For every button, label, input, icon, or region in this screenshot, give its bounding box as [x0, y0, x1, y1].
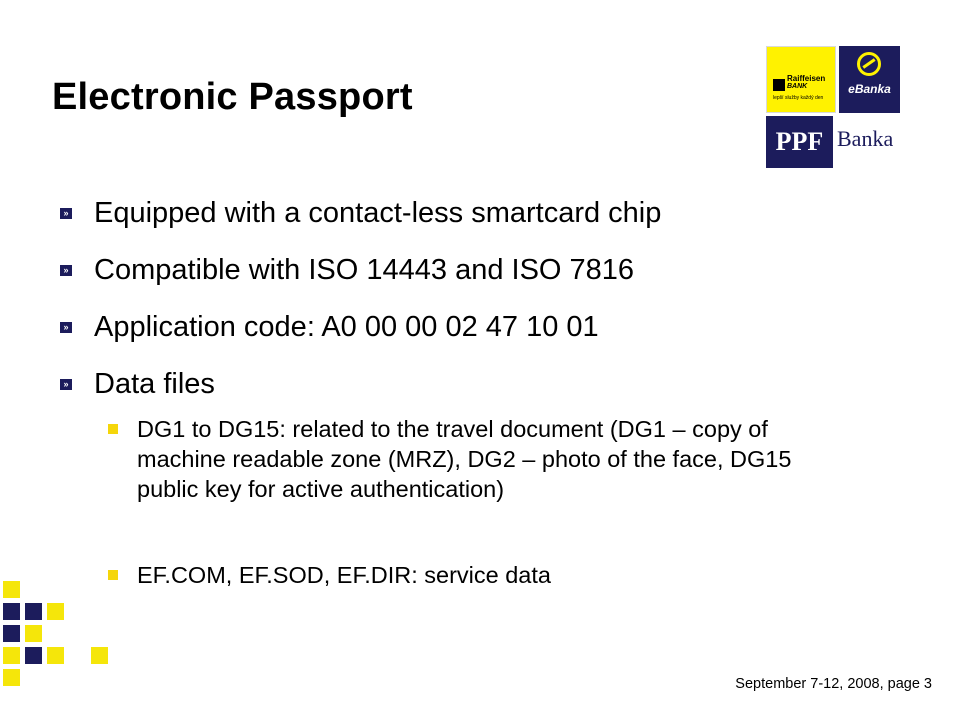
deco-square — [3, 603, 20, 620]
deco-square — [47, 603, 64, 620]
sub-bullet-item — [60, 414, 940, 560]
ebanka-logo — [839, 46, 900, 113]
deco-square — [3, 647, 20, 664]
bullet-text: Data files — [94, 368, 215, 400]
bullet-item — [60, 250, 940, 307]
deco-square — [25, 603, 42, 620]
bullet-item — [60, 364, 940, 414]
deco-square — [3, 581, 20, 598]
bullet-marker-icon: » — [60, 208, 72, 219]
square-bullet-icon — [108, 424, 118, 434]
bullet-list — [60, 193, 940, 594]
slide-title: Electronic Passport — [52, 76, 413, 118]
deco-square — [25, 625, 42, 642]
sub-bullet-item — [60, 560, 940, 594]
bullet-text: Equipped with a contact-less smartcard chip — [94, 197, 662, 229]
bullet-marker-icon: » — [60, 322, 72, 333]
square-bullet-icon — [108, 570, 118, 580]
raiffeisen-logo-text: Raiffeisen — [787, 74, 826, 83]
deco-square — [25, 647, 42, 664]
raiffeisen-logo-bank: BANK — [787, 83, 808, 90]
bullet-marker-icon: » — [60, 379, 72, 390]
bullet-text: Compatible with ISO 14443 and ISO 7816 — [94, 254, 635, 286]
bank-logos — [763, 46, 933, 171]
bullet-item — [60, 193, 940, 250]
deco-square — [3, 669, 20, 686]
ppf-logo-mark: PPF — [766, 116, 833, 168]
bullet-marker-icon: » — [60, 265, 72, 276]
raiffeisen-gable-icon — [773, 79, 785, 91]
bullet-text: Application code: A0 00 00 02 47 10 01 — [94, 311, 599, 343]
sub-bullet-text: EF.COM, EF.SOD, EF.DIR: service data — [137, 562, 551, 588]
ebanka-logo-text: eBanka — [848, 82, 891, 96]
deco-square — [91, 647, 108, 664]
raiffeisen-bank-logo — [766, 46, 836, 113]
raiffeisen-logo-tagline: lepší služby každý den — [773, 95, 824, 101]
deco-square — [47, 647, 64, 664]
deco-square — [3, 625, 20, 642]
bullet-item — [60, 307, 940, 364]
ebanka-symbol-icon — [857, 52, 881, 76]
page-footer: September 7-12, 2008, page 3 — [735, 676, 932, 692]
sub-bullet-text: DG1 to DG15: related to the travel document (DG1 – copy of machine readable zone (MRZ), DG2 – photo of the face, DG15 public key for active authentication) — [137, 416, 792, 502]
ppf-logo-word: Banka — [837, 126, 894, 151]
